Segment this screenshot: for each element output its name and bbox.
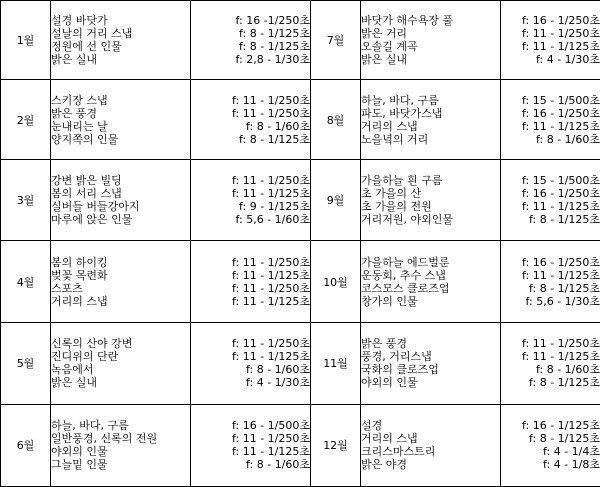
subject-item: 노을녘의 거리 xyxy=(361,132,429,146)
subject-item: 거리의 스냅 xyxy=(361,119,418,133)
exposure-setting: f: 11 - 1/125초 xyxy=(232,445,310,459)
exposure-setting: f: 15 - 1/500초 xyxy=(522,93,600,107)
subject-item: 정원에 선 인물 xyxy=(51,40,122,54)
exposure-setting: f: 11 - 1/125초 xyxy=(522,350,600,364)
subject-cell xyxy=(51,160,191,241)
exposure-setting: f: 4 - 1/4초 xyxy=(543,445,600,459)
exposure-setting: f: 5,6 - 1/30초 xyxy=(525,294,600,308)
exposure-setting: f: 16 - 1/125초 xyxy=(522,419,600,433)
exposure-cell xyxy=(501,322,600,404)
subject-item: 하늘, 바다, 구름 xyxy=(361,93,439,107)
subject-item: 크리스마스트리 xyxy=(361,445,436,459)
exposure-setting: f: 8 - 1/60초 xyxy=(536,132,600,146)
exposure-cell xyxy=(501,80,600,160)
subject-cell xyxy=(51,322,191,404)
subject-item: 오솔길 계곡 xyxy=(361,40,418,54)
exposure-setting: f: 8 - 1/125초 xyxy=(529,213,600,227)
month-label: 3월 xyxy=(1,160,51,241)
exposure-setting: f: 11 - 1/125초 xyxy=(232,187,310,201)
exposure-setting: f: 16 - 1/250초 xyxy=(522,187,600,201)
subject-cell xyxy=(361,241,501,322)
subject-item: 봄의 하이킹 xyxy=(51,255,108,269)
exposure-setting: f: 11 - 1/250초 xyxy=(232,106,310,120)
exposure-cell xyxy=(191,322,311,404)
month-label: 8월 xyxy=(311,80,361,160)
month-label: 4월 xyxy=(1,241,51,322)
table-row xyxy=(1,160,600,241)
table-row xyxy=(1,1,600,80)
subject-item: 밝은 야경 xyxy=(361,458,408,472)
subject-item: 실버들 버들강아지 xyxy=(51,200,140,214)
subject-cell xyxy=(361,160,501,241)
exposure-cell xyxy=(191,1,311,80)
exposure-setting: f: 15 - 1/500초 xyxy=(522,174,600,188)
subject-item: 설경 바닷가 xyxy=(51,14,108,28)
subject-item: 거리의 스냅 xyxy=(361,432,418,446)
exposure-cell xyxy=(501,1,600,80)
month-label: 5월 xyxy=(1,322,51,404)
subject-item: 신록의 산야 강변 xyxy=(51,337,133,351)
exposure-setting: f: 5,6 - 1/60초 xyxy=(235,213,310,227)
subject-item: 하늘, 바다, 구름 xyxy=(51,419,129,433)
table-row xyxy=(1,80,600,160)
subject-item: 강변 밝은 빌딩 xyxy=(51,174,122,188)
exposure-setting: f: 11 - 1/125초 xyxy=(522,200,600,214)
subject-item: 설날의 거리 스냅 xyxy=(51,27,133,41)
exposure-cell xyxy=(501,241,600,322)
subject-cell xyxy=(51,241,191,322)
month-label: 11월 xyxy=(311,322,361,404)
subject-item: 밝은 풍경 xyxy=(51,106,98,120)
exposure-cell xyxy=(501,160,600,241)
exposure-setting: f: 16 - 1/250초 xyxy=(522,106,600,120)
exposure-setting: f: 11 - 1/125초 xyxy=(232,350,310,364)
subject-item: 국화의 클로즈업 xyxy=(361,363,439,377)
exposure-setting: f: 8 - 1/60초 xyxy=(246,119,310,133)
exposure-setting: f: 16 - 1/500초 xyxy=(232,419,310,433)
exposure-setting: f: 11 - 1/250초 xyxy=(232,255,310,269)
exposure-setting: f: 11 - 1/250초 xyxy=(232,281,310,295)
subject-item: 밝은 풍경 xyxy=(361,337,408,351)
subject-item: 진디위의 단란 xyxy=(51,350,119,364)
month-label: 12월 xyxy=(311,404,361,486)
table-row xyxy=(1,322,600,404)
subject-item: 야외의 인물 xyxy=(51,445,108,459)
subject-item: 바닷가 해수욕장 풀 xyxy=(361,14,454,28)
subject-item: 벚꽃 목련화 xyxy=(51,268,108,282)
exposure-setting: f: 11 - 1/125초 xyxy=(522,268,600,282)
exposure-setting: f: 11 - 1/250초 xyxy=(232,174,310,188)
exposure-cell xyxy=(191,160,311,241)
exposure-setting: f: 11 - 1/250초 xyxy=(232,93,310,107)
month-label: 1월 xyxy=(1,1,51,80)
subject-cell xyxy=(51,1,191,80)
exposure-setting: f: 8 - 1/125초 xyxy=(529,281,600,295)
subject-cell xyxy=(361,80,501,160)
exposure-setting: f: 11 - 1/250초 xyxy=(522,27,600,41)
subject-item: 밝은 거리 xyxy=(361,27,408,41)
subject-item: 가을하늘 에드벌룬 xyxy=(361,255,450,269)
subject-item: 거리의 스냅 xyxy=(51,294,108,308)
exposure-setting: f: 11 - 1/125초 xyxy=(522,40,600,54)
subject-item: 밝은 실내 xyxy=(51,53,98,67)
subject-item: 녹음에서 xyxy=(51,363,94,377)
subject-cell xyxy=(361,404,501,486)
month-label: 10월 xyxy=(311,241,361,322)
subject-item: 설경 xyxy=(361,419,383,433)
exposure-setting: f: 8 - 1/125초 xyxy=(529,376,600,390)
subject-item: 마루에 앉은 인물 xyxy=(51,213,133,227)
exposure-setting: f: 9 - 1/125초 xyxy=(239,200,310,214)
exposure-setting: f: 2,8 - 1/30초 xyxy=(235,53,310,67)
subject-cell xyxy=(51,404,191,486)
subject-item: 초 가을의 전원 xyxy=(361,200,432,214)
subject-item: 가을하늘 흰 구름 xyxy=(361,174,443,188)
table-row xyxy=(1,241,600,322)
exposure-setting: f: 11 - 1/125초 xyxy=(522,119,600,133)
subject-item: 파도, 바닷가스냅 xyxy=(361,106,443,120)
month-label: 2월 xyxy=(1,80,51,160)
subject-item: 밝은 실내 xyxy=(361,53,408,67)
subject-item: 운동회, 추수 스냅 xyxy=(361,268,446,282)
exposure-setting: f: 16 - 1/250초 xyxy=(522,255,600,269)
exposure-cell xyxy=(501,404,600,486)
subject-cell xyxy=(51,80,191,160)
subject-item: 야외의 인물 xyxy=(361,376,418,390)
month-label: 9월 xyxy=(311,160,361,241)
exposure-setting: f: 8 - 1/125초 xyxy=(239,132,310,146)
exposure-setting: f: 8 - 1/60초 xyxy=(536,363,600,377)
exposure-setting: f: 11 - 1/250초 xyxy=(232,337,310,351)
table-row xyxy=(1,404,600,486)
subject-item: 그늘밑 인물 xyxy=(51,458,108,472)
subject-item: 코스모스 클로즈업 xyxy=(361,281,450,295)
exposure-setting: f: 8 - 1/60초 xyxy=(246,363,310,377)
subject-item: 일반풍경, 신록의 전원 xyxy=(51,432,158,446)
subject-cell xyxy=(361,1,501,80)
exposure-setting: f: 11 - 1/125초 xyxy=(232,294,310,308)
subject-item: 스포츠 xyxy=(51,281,83,295)
subject-item: 봄의 서리 스냅 xyxy=(51,187,122,201)
exposure-setting: f: 8 - 1/125초 xyxy=(529,432,600,446)
subject-item: 창가의 인물 xyxy=(361,294,418,308)
exposure-setting: f: 11 - 1/250초 xyxy=(522,337,600,351)
exposure-setting: f: 4 - 1/30초 xyxy=(536,53,600,67)
exposure-setting: f: 4 - 1/8초 xyxy=(543,458,600,472)
exposure-setting: f: 16 - 1/250초 xyxy=(522,14,600,28)
subject-item: 초 가을의 산 xyxy=(361,187,422,201)
subject-item: 양지쪽의 인물 xyxy=(51,132,119,146)
exposure-setting: f: 8 - 1/125초 xyxy=(239,27,310,41)
exposure-setting: f: 16 -1/250초 xyxy=(235,14,310,28)
exposure-cell xyxy=(191,241,311,322)
exposure-setting: f: 11 - 1/125초 xyxy=(232,268,310,282)
month-label: 6월 xyxy=(1,404,51,486)
subject-item: 풍경, 거리스냅 xyxy=(361,350,432,364)
exposure-setting: f: 8 - 1/60초 xyxy=(246,458,310,472)
exposure-setting: f: 11 - 1/250초 xyxy=(232,432,310,446)
subject-item: 눈내리는 날 xyxy=(51,119,108,133)
exposure-cell xyxy=(191,404,311,486)
subject-item: 스키장 스냅 xyxy=(51,93,108,107)
exposure-setting: f: 8 - 1/125초 xyxy=(239,40,310,54)
exposure-setting: f: 4 - 1/30초 xyxy=(246,376,310,390)
subject-item: 거리저원, 야외인물 xyxy=(361,213,454,227)
subject-cell xyxy=(361,322,501,404)
month-label: 7월 xyxy=(311,1,361,80)
exposure-cell xyxy=(191,80,311,160)
subject-item: 밝은 실내 xyxy=(51,376,98,390)
